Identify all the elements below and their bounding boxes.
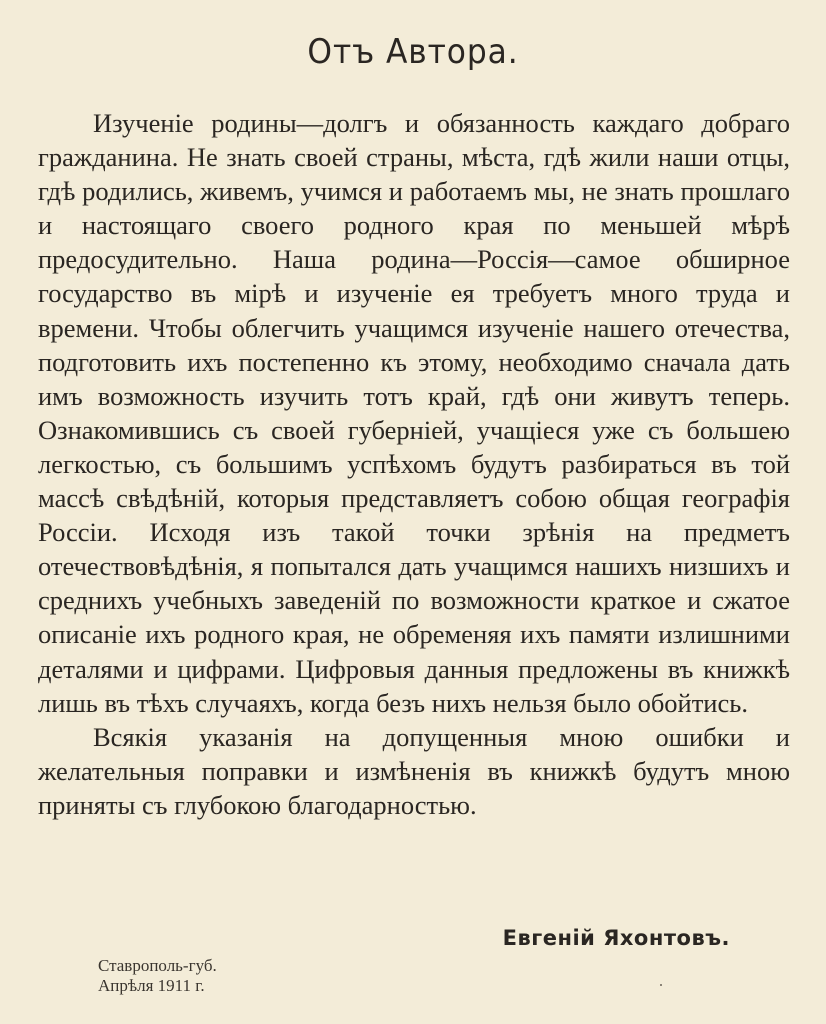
- paragraph-1: Изученіе родины—долгъ и обязанность каждаго добраго гражданина. Не знать своей страны, мѣста, гдѣ жили наши отцы, гдѣ родились, живемъ, учимся и работаемъ мы, не знать прошлаго и настоящаго своего родного края по меньшей мѣрѣ предосудительно. Наша родина—Россія—самое обширное государство въ мірѣ и изученіе ея требуетъ много труда и времени. Чтобы облегчить учащимся изученіе нашего отечества, подготовить ихъ постепенно къ этому, необходимо сначала дать имъ возможность изучить тотъ край, гдѣ они живутъ теперь. Ознакомившись съ своей губерніей, учащіеся уже съ большею легкостью, съ большимъ успѣхомъ будутъ разбираться въ той массѣ свѣдѣній, которыя представляетъ собою общая географія Россіи. Исходя изъ такой точки зрѣнія на предметъ отечествовѣдѣнія, я попытался дать учащимся нашихъ низшихъ и среднихъ учебныхъ заведеній по возможности краткое и сжатое описаніе ихъ родного края, не обременяя ихъ памяти излишними деталями и цифрами. Цифровыя данныя предложены въ книжкѣ лишь въ тѣхъ случаяхъ, когда безъ нихъ нельзя было обойтись.: [38, 108, 790, 718]
- author-signature: Евгеній Яхонтовъ.: [502, 926, 730, 950]
- page-title: Отъ Автора.: [307, 32, 519, 72]
- date-line: Апрѣля 1911 г.: [98, 976, 205, 995]
- place-line: Ставрополь-губ.: [98, 956, 217, 975]
- print-speck: [660, 984, 662, 986]
- preface-body: [38, 106, 790, 822]
- place-and-date: [98, 956, 217, 996]
- paragraph-2: Всякія указанія на допущенныя мною ошибки и желательныя поправки и измѣненія въ книжкѣ будутъ мною приняты съ глубокою благодарностью.: [38, 721, 790, 820]
